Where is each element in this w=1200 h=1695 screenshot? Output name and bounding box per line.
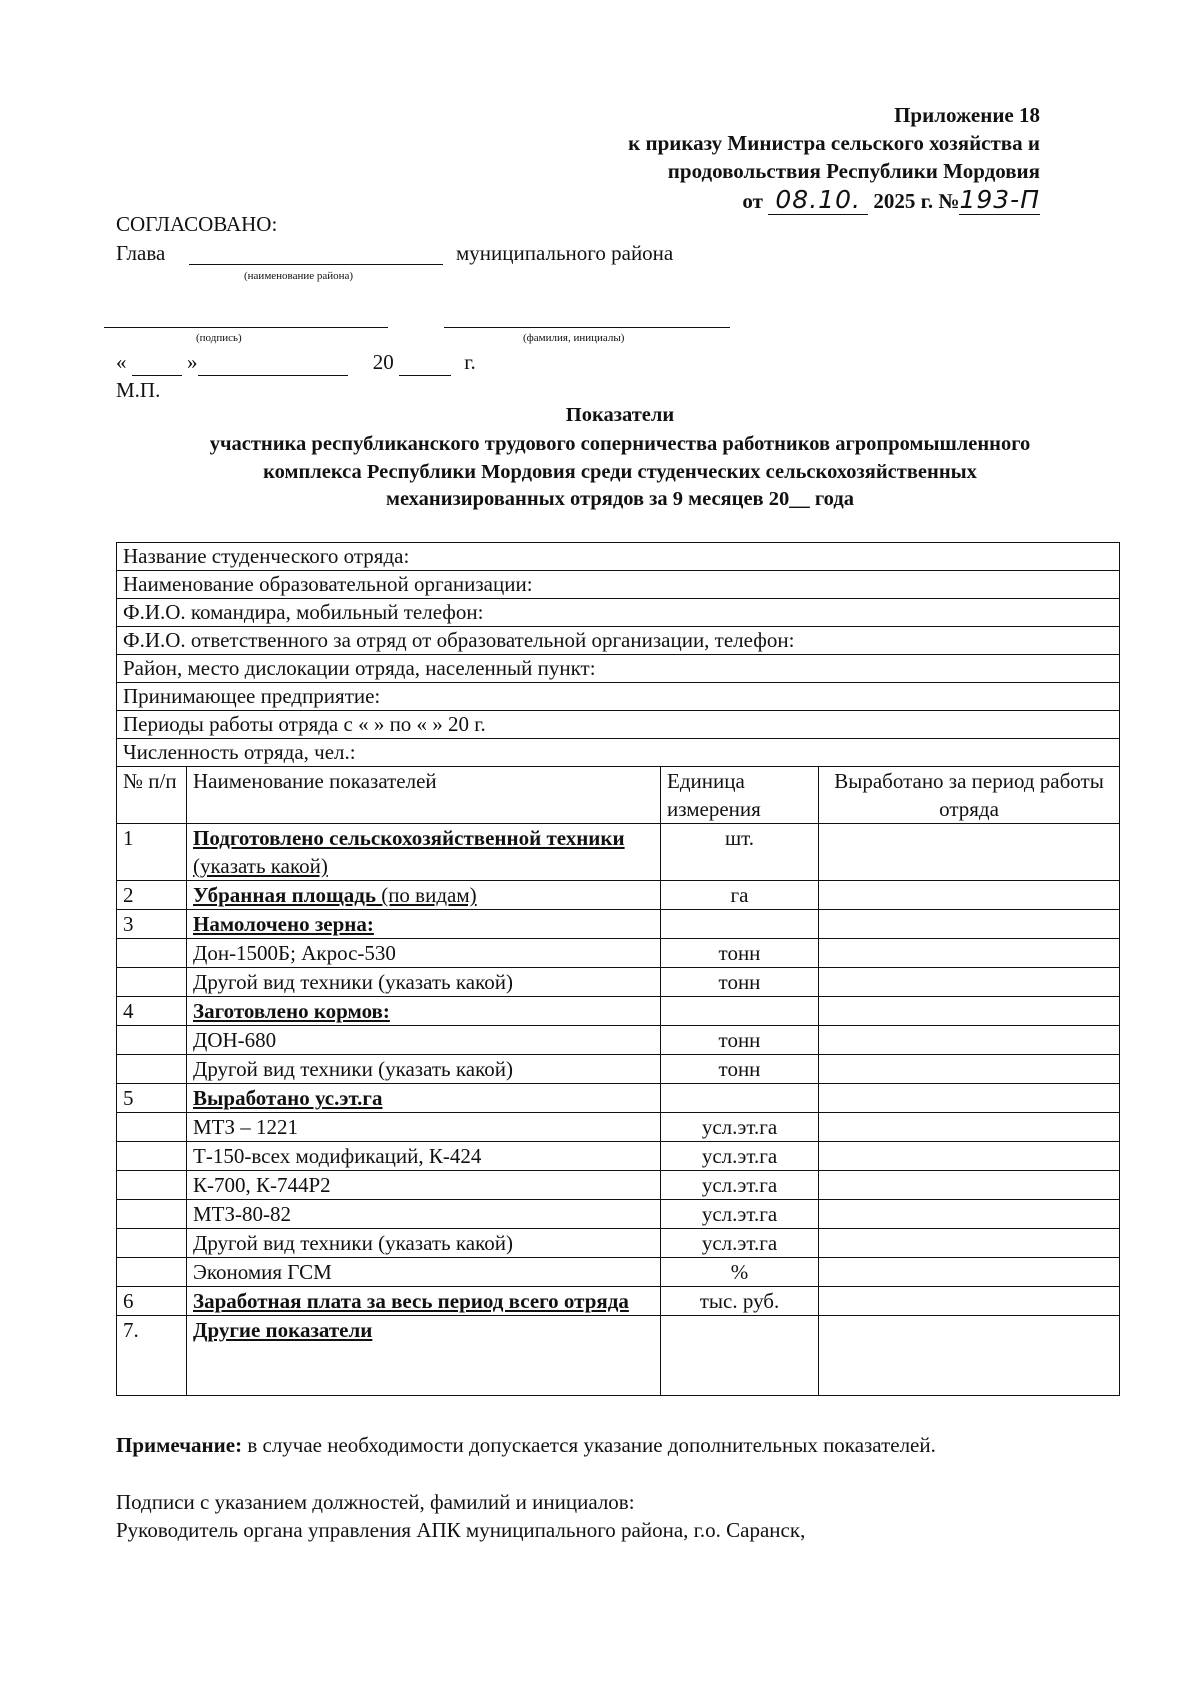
name-line — [444, 327, 730, 328]
row-value-cell[interactable] — [819, 1229, 1120, 1258]
info-row-label: Название студенческого отряда: — [117, 543, 1120, 571]
row-value-cell[interactable] — [819, 1113, 1120, 1142]
info-row-label: Ф.И.О. командира, мобильный телефон: — [117, 599, 1120, 627]
row-name-text: Экономия ГСМ — [193, 1260, 332, 1284]
row-name — [187, 1200, 661, 1229]
row-name-bold: Убранная площадь — [193, 883, 376, 907]
approval-date — [116, 350, 476, 376]
row-number — [117, 1026, 187, 1055]
row-value-cell[interactable] — [819, 1026, 1120, 1055]
head-label: Глава — [116, 241, 166, 265]
row-name-bold: Подготовлено сельскохозяйственной техники — [193, 826, 625, 850]
row-number — [117, 1142, 187, 1171]
indicators-table — [116, 542, 1120, 1396]
row-number — [117, 1229, 187, 1258]
info-row — [117, 739, 1120, 767]
row-name — [187, 939, 661, 968]
row-value-cell[interactable] — [819, 910, 1120, 939]
table-row — [117, 1026, 1120, 1055]
table-row — [117, 1142, 1120, 1171]
table-row — [117, 824, 1120, 881]
row-name-extra: (указать какой) — [193, 854, 328, 878]
row-unit — [661, 997, 819, 1026]
note-label: Примечание: — [116, 1433, 243, 1457]
order-date-line — [742, 185, 1040, 215]
column-header-name: Наименование показателей — [187, 767, 661, 824]
row-name — [187, 910, 661, 939]
note-text: в случае необходимости допускается указание дополнительных показателей. — [242, 1433, 936, 1457]
row-unit: тонн — [661, 1055, 819, 1084]
row-unit: усл.эт.га — [661, 1171, 819, 1200]
ministry-name: продовольствия Республики Мордовия — [667, 159, 1040, 183]
agreed-label: СОГЛАСОВАНО: — [116, 212, 278, 236]
info-row — [117, 599, 1120, 627]
column-header-unit: Единица измерения — [661, 767, 819, 824]
row-name — [187, 1229, 661, 1258]
row-name-text: Другой вид техники (указать какой) — [193, 1057, 513, 1081]
quote-open: « — [116, 350, 127, 374]
row-number — [117, 1113, 187, 1142]
row-value-cell[interactable] — [819, 1142, 1120, 1171]
info-row — [117, 683, 1120, 711]
row-number — [117, 939, 187, 968]
row-unit: тыс. руб. — [661, 1287, 819, 1316]
row-number — [117, 1200, 187, 1229]
table-row — [117, 968, 1120, 997]
table-row — [117, 1084, 1120, 1113]
row-value-cell[interactable] — [819, 968, 1120, 997]
row-unit: тонн — [661, 939, 819, 968]
row-name-extra: (по видам) — [375, 883, 477, 907]
row-value-cell[interactable] — [819, 1316, 1120, 1396]
row-value-cell[interactable] — [819, 824, 1120, 881]
info-row-label: Ф.И.О. ответственного за отряд от образовательной организации, телефон: — [117, 627, 1120, 655]
quote-close: » — [187, 350, 198, 374]
row-number — [117, 968, 187, 997]
table-row — [117, 939, 1120, 968]
row-name — [187, 968, 661, 997]
stamp-place: М.П. — [116, 378, 161, 402]
row-name — [187, 1316, 661, 1396]
row-unit: шт. — [661, 824, 819, 881]
table-row — [117, 1113, 1120, 1142]
column-header-num: № п/п — [117, 767, 187, 824]
date-prefix: от — [742, 189, 763, 213]
district-caption: (наименование района) — [244, 270, 354, 282]
table-header-row — [117, 767, 1120, 824]
row-unit: тонн — [661, 1026, 819, 1055]
row-unit: тонн — [661, 968, 819, 997]
row-name-bold: Заготовлено кормов: — [193, 999, 390, 1023]
row-name-text: МТЗ – 1221 — [193, 1115, 299, 1139]
appendix-number: Приложение 18 — [894, 103, 1040, 127]
date-year: 2025 г. № — [873, 189, 960, 213]
table-row — [117, 997, 1120, 1026]
row-number — [117, 1171, 187, 1200]
row-name-text: К-700, К-744Р2 — [193, 1173, 331, 1197]
district-line — [189, 264, 443, 265]
info-row — [117, 627, 1120, 655]
table-row — [117, 1258, 1120, 1287]
row-number: 3 — [117, 910, 187, 939]
row-value-cell[interactable] — [819, 1055, 1120, 1084]
info-row — [117, 571, 1120, 599]
row-number: 5 — [117, 1084, 187, 1113]
row-number: 1 — [117, 824, 187, 881]
row-value-cell[interactable] — [819, 881, 1120, 910]
row-name — [187, 1084, 661, 1113]
row-name-text: Дон-1500Б; Акрос-530 — [193, 941, 396, 965]
row-name — [187, 1055, 661, 1084]
row-name — [187, 1026, 661, 1055]
row-name-text: ДОН-680 — [193, 1028, 277, 1052]
year-prefix: 20 — [372, 350, 394, 374]
row-number: 7. — [117, 1316, 187, 1396]
table-row — [117, 1200, 1120, 1229]
row-unit: усл.эт.га — [661, 1113, 819, 1142]
row-name-text: МТЗ-80-82 — [193, 1202, 292, 1226]
row-name — [187, 1287, 661, 1316]
table-row — [117, 1055, 1120, 1084]
handwritten-date: 08.10. — [768, 185, 868, 215]
row-number: 4 — [117, 997, 187, 1026]
row-name-text: Другой вид техники (указать какой) — [193, 970, 513, 994]
order-reference: к приказу Министра сельского хозяйства и — [628, 131, 1040, 155]
row-name-bold: Другие показатели — [193, 1318, 373, 1342]
row-value-cell[interactable] — [819, 1171, 1120, 1200]
district-suffix: муниципального района — [456, 241, 674, 265]
row-unit — [661, 910, 819, 939]
row-name — [187, 1142, 661, 1171]
row-name-bold: Намолочено зерна: — [193, 912, 374, 936]
row-unit: га — [661, 881, 819, 910]
row-unit: усл.эт.га — [661, 1229, 819, 1258]
info-row-label: Численность отряда, чел.: — [117, 739, 1120, 767]
head-signature-line: Руководитель органа управления АПК муниципального района, г.о. Саранск, — [116, 1518, 806, 1542]
table-row — [117, 1229, 1120, 1258]
row-value-cell[interactable] — [819, 1084, 1120, 1113]
row-name — [187, 1113, 661, 1142]
info-row-label: Принимающее предприятие: — [117, 683, 1120, 711]
document-subtitle-3: механизированных отрядов за 9 месяцев 20__ года — [386, 488, 854, 510]
document-title: Показатели — [565, 404, 675, 426]
note — [116, 1433, 936, 1458]
row-value-cell[interactable] — [819, 997, 1120, 1026]
row-name — [187, 824, 661, 881]
signature-line — [104, 327, 388, 328]
row-name — [187, 997, 661, 1026]
document-subtitle-1: участника республиканского трудового соперничества работников агропромышленного — [209, 433, 1031, 455]
signatures-heading: Подписи с указанием должностей, фамилий и инициалов: — [116, 1490, 635, 1514]
row-number: 2 — [117, 881, 187, 910]
row-unit — [661, 1316, 819, 1396]
row-value-cell[interactable] — [819, 1287, 1120, 1316]
info-row — [117, 711, 1120, 739]
row-name — [187, 1171, 661, 1200]
info-row — [117, 655, 1120, 683]
signature-caption: (подпись) — [196, 332, 242, 344]
document-subtitle-2: комплекса Республики Мордовия среди студенческих сельскохозяйственных — [263, 461, 977, 483]
info-row-label: Наименование образовательной организации: — [117, 571, 1120, 599]
row-number — [117, 1055, 187, 1084]
row-number — [117, 1258, 187, 1287]
row-name-text: Т-150-всех модификаций, К-424 — [193, 1144, 482, 1168]
row-value-cell[interactable] — [819, 1200, 1120, 1229]
row-name-bold: Выработано ус.эт.га — [193, 1086, 383, 1110]
year-suffix: г. — [464, 350, 476, 374]
row-name — [187, 881, 661, 910]
table-row — [117, 1316, 1120, 1396]
name-caption: (фамилия, инициалы) — [523, 332, 625, 344]
row-number: 6 — [117, 1287, 187, 1316]
column-header-value: Выработано за период работы отряда — [819, 767, 1120, 824]
row-name-bold: Заработная плата за весь период всего отряда — [193, 1289, 629, 1313]
row-name — [187, 1258, 661, 1287]
table-row — [117, 910, 1120, 939]
row-unit — [661, 1084, 819, 1113]
row-unit: усл.эт.га — [661, 1200, 819, 1229]
row-value-cell[interactable] — [819, 1258, 1120, 1287]
row-value-cell[interactable] — [819, 939, 1120, 968]
table-row — [117, 1171, 1120, 1200]
table-row — [117, 881, 1120, 910]
info-row — [117, 543, 1120, 571]
info-row-label: Район, место дислокации отряда, населенный пункт: — [117, 655, 1120, 683]
row-unit: % — [661, 1258, 819, 1287]
row-name-text: Другой вид техники (указать какой) — [193, 1231, 513, 1255]
table-row — [117, 1287, 1120, 1316]
handwritten-number: 193-П — [959, 185, 1040, 214]
row-unit: усл.эт.га — [661, 1142, 819, 1171]
info-row-label: Периоды работы отряда с « » по « » 20 г. — [117, 711, 1120, 739]
